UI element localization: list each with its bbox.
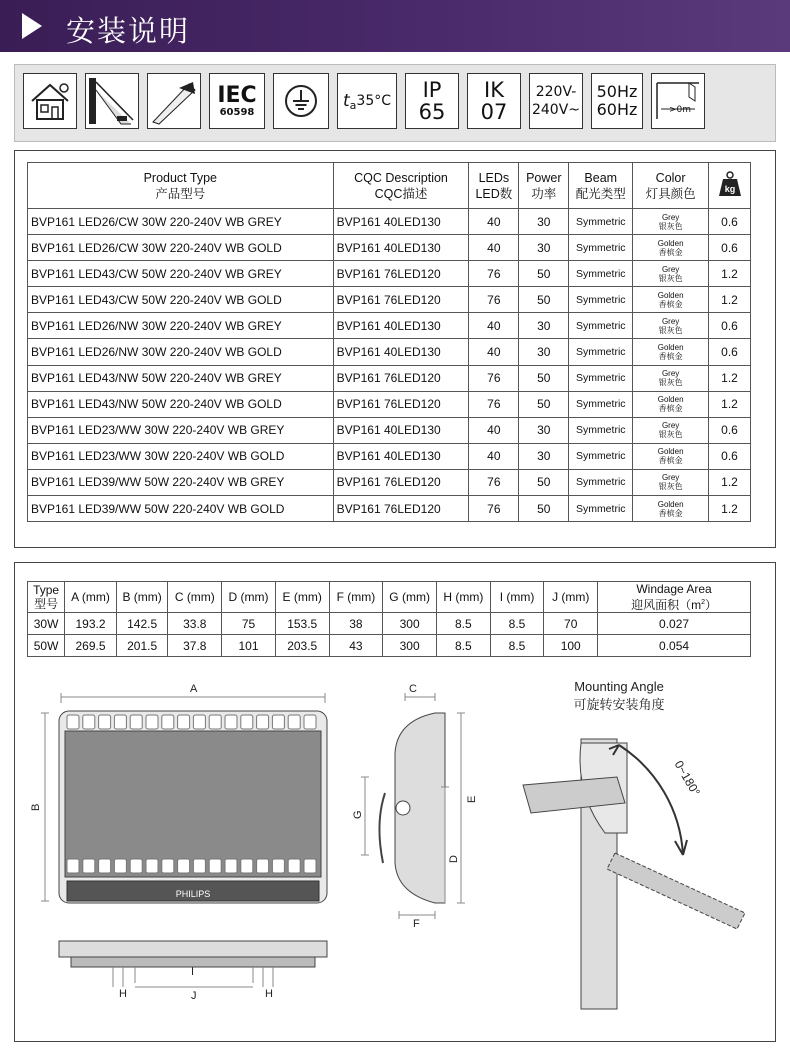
beam-cell: Symmetric [569,287,633,313]
led-pad [225,715,237,729]
color-cell: Grey 银灰色 [633,469,709,495]
led-pad [162,715,174,729]
power-cell: 50 [519,391,569,417]
power-cell: 30 [519,313,569,339]
led-pad [99,715,111,729]
leds-cell: 40 [469,339,519,365]
dim-cell-f: 38 [329,613,383,635]
led-pad [257,715,269,729]
table-row [28,469,751,495]
leds-cell: 40 [469,443,519,469]
header-windage: Windage Area 迎风面积$(m^2)$ [598,582,751,613]
led-pad [241,859,253,873]
dim-cell-wind: 0.027 [598,613,751,635]
product-type-cell: BVP161 LED43/NW 50W 220-240V WB GOLD [28,391,334,417]
frequency-60: 60Hz [596,100,638,119]
frequency-icon [591,73,643,129]
beam-cell: Symmetric [569,443,633,469]
rotation-angle-label: 0~180° [671,758,703,799]
temp-a: a [349,98,357,112]
dim-label-b: B [30,803,42,811]
product-type-cell: BVP161 LED23/WW 30W 220-240V WB GOLD [28,443,334,469]
iec-certification-icon [209,73,265,129]
header-type: Type 型号 [28,582,65,613]
weight-icon [709,163,751,209]
header-h: H (mm) [436,582,490,613]
dim-label-g: G [352,810,364,819]
leds-cell: 40 [469,235,519,261]
header-cqc: CQC Description CQC描述 [333,163,469,209]
led-pad [99,859,111,873]
leds-cell: 40 [469,313,519,339]
power-cell: 30 [519,209,569,235]
weight-cell: 0.6 [709,417,751,443]
cqc-cell: BVP161 40LED130 [333,235,469,261]
led-pad [178,859,190,873]
dim-cell-i: 8.5 [490,613,544,635]
mounting-angle-subtitle: 可旋转安装角度 [573,697,665,712]
banner-title: 安装说明 [66,14,191,48]
led-pad [130,715,142,729]
color-cell: Golden 香槟金 [633,339,709,365]
color-cell: Grey 银灰色 [633,313,709,339]
technical-drawings [15,563,775,1041]
weight-cell: 0.6 [709,313,751,339]
temp-value: 35°C [356,93,391,109]
led-pad [146,859,158,873]
power-cell: 30 [519,417,569,443]
weight-cell: 1.2 [709,469,751,495]
led-pad [146,715,158,729]
voltage-icon [529,73,583,129]
indoor-use-icon [23,73,77,129]
led-pad [193,715,205,729]
table-row [28,287,751,313]
dim-label-f: F [413,918,420,930]
certification-icon-strip [14,64,776,142]
power-cell: 50 [519,496,569,522]
color-cell: Golden 香槟金 [633,287,709,313]
led-pad [114,715,126,729]
led-pad [257,859,269,873]
color-cell: Grey 银灰色 [633,209,709,235]
led-pad [130,859,142,873]
header-c: C (mm) [168,582,222,613]
dim-label-i: I [191,966,195,978]
header-g: G (mm) [383,582,437,613]
cqc-cell: BVP161 40LED130 [333,209,469,235]
power-cell: 30 [519,339,569,365]
cqc-cell: BVP161 76LED120 [333,287,469,313]
ik-value: 07 [480,100,508,124]
weight-cell: 1.2 [709,496,751,522]
dim-cell-b: 142.5 [116,613,168,635]
header-e: E (mm) [275,582,329,613]
beam-cell: Symmetric [569,209,633,235]
ik-label: IK [484,78,504,102]
dim-cell-g: 300 [383,635,437,657]
beam-cell: Symmetric [569,235,633,261]
product-type-cell: BVP161 LED23/WW 30W 220-240V WB GREY [28,417,334,443]
bottom-view-drawing [59,941,327,987]
cqc-cell: BVP161 40LED130 [333,417,469,443]
cqc-cell: BVP161 76LED120 [333,469,469,495]
led-pad [193,859,205,873]
iec-number: 60598 [219,106,255,118]
leds-cell: 76 [469,391,519,417]
dim-label-a: A [190,683,198,695]
product-type-cell: BVP161 LED43/NW 50W 220-240V WB GREY [28,365,334,391]
dim-cell-j: 70 [544,613,598,635]
table-row [28,417,751,443]
leds-cell: 40 [469,209,519,235]
svg-text:kg: kg [724,183,735,194]
dim-label-c: C [409,683,417,695]
table-row [28,261,751,287]
color-cell: Golden 香槟金 [633,235,709,261]
dim-cell-wind: 0.054 [598,635,751,657]
color-cell: Grey 银灰色 [633,417,709,443]
led-pad [304,859,316,873]
ip-value: 65 [418,100,446,124]
dim-cell-type: 30W [28,613,65,635]
table-row [28,339,751,365]
weight-cell: 1.2 [709,391,751,417]
cqc-cell: BVP161 40LED130 [333,339,469,365]
power-cell: 30 [519,235,569,261]
led-pad [241,715,253,729]
dim-cell-d: 75 [222,613,276,635]
power-cell: 50 [519,365,569,391]
led-pad [288,859,300,873]
dim-label-h-right: H [265,988,273,1000]
header-f: F (mm) [329,582,383,613]
dim-cell-g: 300 [383,613,437,635]
power-cell: 50 [519,287,569,313]
beam-cell: Symmetric [569,391,633,417]
leds-cell: 76 [469,496,519,522]
brand-logo-text: PHILIPS [175,889,211,899]
distance-label: >0m [669,105,692,115]
leds-cell: 76 [469,261,519,287]
product-type-cell: BVP161 LED39/WW 50W 220-240V WB GOLD [28,496,334,522]
leds-cell: 76 [469,287,519,313]
weight-cell: 1.2 [709,365,751,391]
dim-cell-c: 33.8 [168,613,222,635]
ambient-temperature-icon [337,73,397,129]
weight-cell: 1.2 [709,261,751,287]
power-cell: 50 [519,261,569,287]
weight-cell: 0.6 [709,235,751,261]
beam-cell: Symmetric [569,469,633,495]
beam-cell: Symmetric [569,339,633,365]
dim-cell-c: 37.8 [168,635,222,657]
power-cell: 30 [519,443,569,469]
header-power: Power 功率 [519,163,569,209]
beam-cell: Symmetric [569,417,633,443]
dim-label-e: E [466,795,478,803]
leds-cell: 76 [469,365,519,391]
product-type-cell: BVP161 LED26/NW 30W 220-240V WB GOLD [28,339,334,365]
led-pad [83,859,95,873]
dim-cell-e: 203.5 [275,635,329,657]
led-pad [83,715,95,729]
color-cell: Golden 香槟金 [633,496,709,522]
color-cell: Golden 香槟金 [633,391,709,417]
header-a: A (mm) [65,582,117,613]
dim-cell-j: 100 [544,635,598,657]
dim-cell-h: 8.5 [436,613,490,635]
table-row [28,443,751,469]
play-triangle-icon [22,13,42,39]
product-type-cell: BVP161 LED26/CW 30W 220-240V WB GREY [28,209,334,235]
product-table-header [28,163,751,209]
product-table [27,162,751,522]
led-pad [114,859,126,873]
cqc-cell: BVP161 76LED120 [333,496,469,522]
header-b: B (mm) [116,582,168,613]
beam-cell: Symmetric [569,496,633,522]
dim-cell-type: 50W [28,635,65,657]
product-table-panel [14,150,776,548]
led-pad [178,715,190,729]
led-pad [288,715,300,729]
product-type-cell: BVP161 LED26/NW 30W 220-240V WB GREY [28,313,334,339]
beam-cell: Symmetric [569,313,633,339]
dim-cell-a: 193.2 [65,613,117,635]
color-cell: Grey 银灰色 [633,261,709,287]
cqc-cell: BVP161 76LED120 [333,365,469,391]
product-type-cell: BVP161 LED43/CW 50W 220-240V WB GOLD [28,287,334,313]
weight-cell: 0.6 [709,339,751,365]
header-color: Color 灯具颜色 [633,163,709,209]
voltage-min: 220V- [535,84,577,100]
led-pad [67,715,79,729]
led-pad [225,859,237,873]
table-row [28,235,751,261]
led-pad [304,715,316,729]
ip-label: IP [422,78,442,102]
dimensions-panel [14,562,776,1042]
led-pad [67,859,79,873]
leds-cell: 40 [469,417,519,443]
color-cell: Golden 香槟金 [633,443,709,469]
spotlight-beam-icon [147,73,201,129]
table-row [28,209,751,235]
led-pad [209,715,221,729]
header-j: J (mm) [544,582,598,613]
dim-label-j: J [191,990,197,1002]
led-pad [209,859,221,873]
power-cell: 50 [519,469,569,495]
frequency-50: 50Hz [596,82,638,101]
beam-cell: Symmetric [569,261,633,287]
mounting-angle-title: Mounting Angle [574,679,664,694]
cqc-cell: BVP161 40LED130 [333,443,469,469]
table-row [28,391,751,417]
weight-cell: 1.2 [709,287,751,313]
dim-cell-f: 43 [329,635,383,657]
led-pad [272,859,284,873]
mounting-distance-icon [651,73,705,129]
dim-label-d: D [448,855,460,863]
dim-cell-b: 201.5 [116,635,168,657]
led-pad [162,859,174,873]
dim-cell-a: 269.5 [65,635,117,657]
wall-mount-icon [85,73,139,129]
iec-label: IEC [217,82,257,108]
header-product-type: Product Type 产品型号 [28,163,334,209]
ip-rating-icon [405,73,459,129]
header-i: I (mm) [490,582,544,613]
dim-label-h-left: H [119,988,127,1000]
product-type-cell: BVP161 LED39/WW 50W 220-240V WB GREY [28,469,334,495]
front-view-drawing [41,693,327,903]
weight-cell: 0.6 [709,443,751,469]
side-view-drawing [361,693,465,919]
cqc-cell: BVP161 76LED120 [333,261,469,287]
header-beam: Beam 配光类型 [569,163,633,209]
dim-cell-e: 153.5 [275,613,329,635]
table-row [28,496,751,522]
dim-cell-d: 101 [222,635,276,657]
cqc-cell: BVP161 76LED120 [333,391,469,417]
leds-cell: 76 [469,469,519,495]
dim-cell-h: 8.5 [436,635,490,657]
ik-rating-icon [467,73,521,129]
product-type-cell: BVP161 LED43/CW 50W 220-240V WB GREY [28,261,334,287]
beam-cell: Symmetric [569,365,633,391]
weight-cell: 0.6 [709,209,751,235]
dim-cell-i: 8.5 [490,635,544,657]
voltage-max: 240V~ [531,102,581,118]
header-d: D (mm) [222,582,276,613]
header-leds: LEDs LED数 [469,163,519,209]
temp-t: t [342,91,350,111]
table-row [28,313,751,339]
product-type-cell: BVP161 LED26/CW 30W 220-240V WB GOLD [28,235,334,261]
earth-ground-icon [273,73,329,129]
mounting-angle-drawing [523,739,745,1009]
section-banner [0,0,790,52]
led-pad [272,715,284,729]
color-cell: Grey 银灰色 [633,365,709,391]
table-row [28,365,751,391]
cqc-cell: BVP161 40LED130 [333,313,469,339]
